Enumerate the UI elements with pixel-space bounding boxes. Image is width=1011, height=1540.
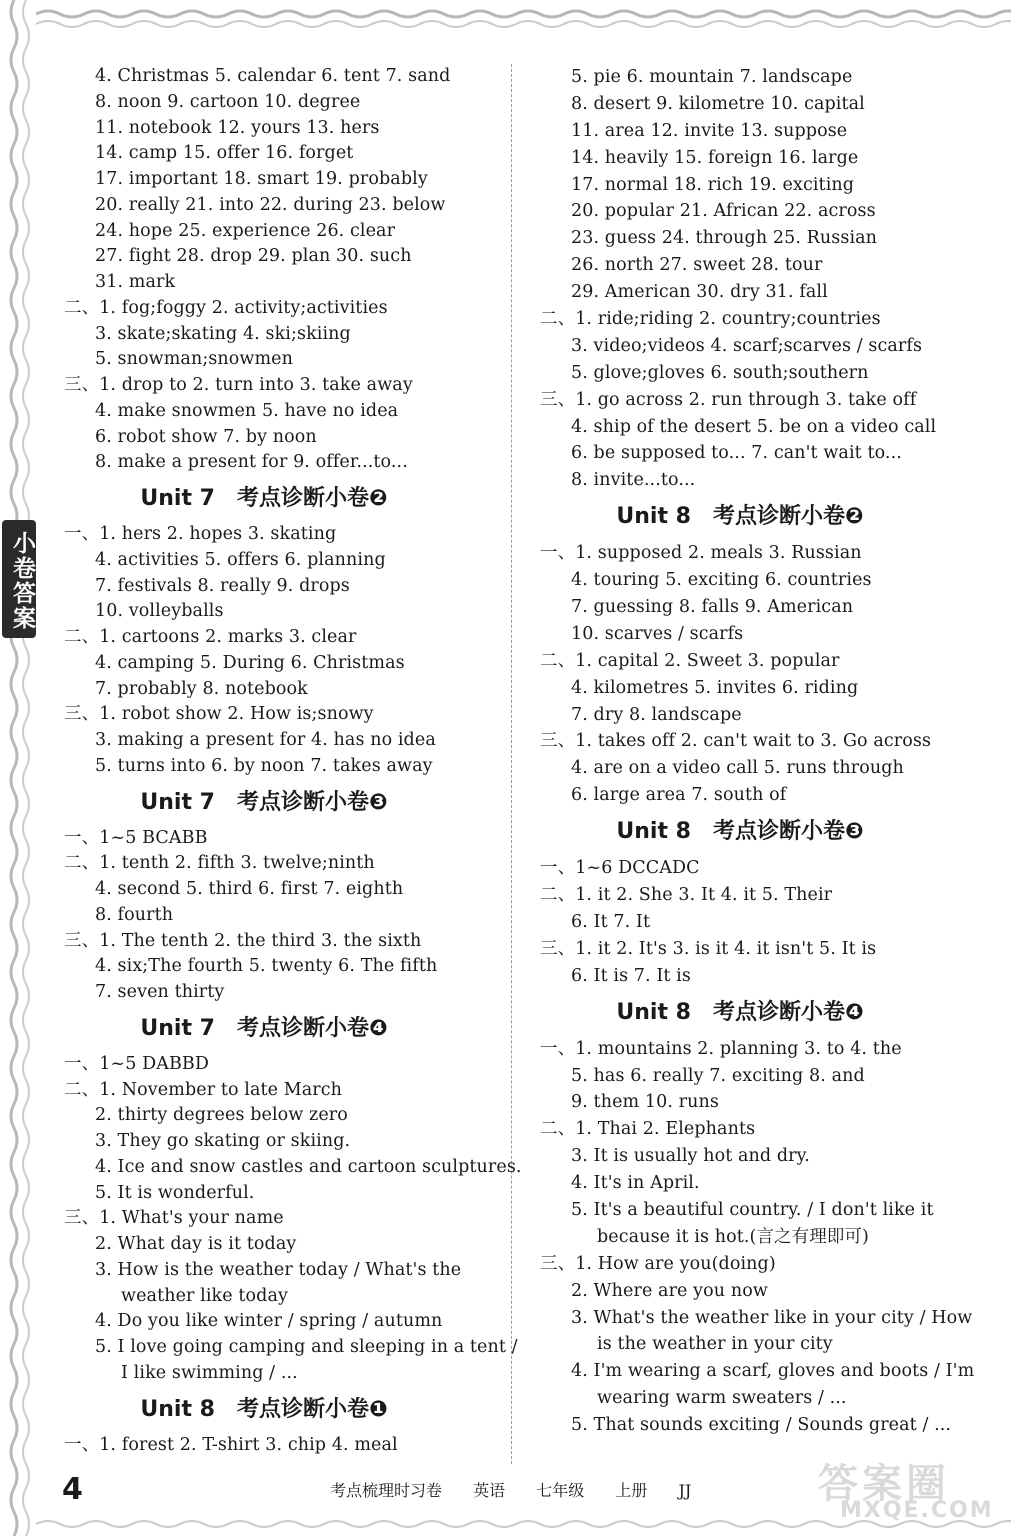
answer-line: 5. snowman;snowmen <box>95 349 294 370</box>
answer-line: 11. area 12. invite 13. suppose <box>571 120 848 141</box>
answer-line: 20. really 21. into 22. during 23. below <box>95 194 446 215</box>
site-watermark <box>818 1452 1008 1528</box>
watermark-url: MXQE.COM <box>840 1498 994 1523</box>
answer-line: 5. has 6. really 7. exciting 8. and <box>571 1065 865 1086</box>
answer-line: 17. normal 18. rich 19. exciting <box>571 174 855 195</box>
section-heading <box>64 1006 504 1052</box>
left-answer-column <box>64 64 522 1458</box>
answer-line: 三、1. takes off 2. can't wait to 3. Go across <box>540 731 932 752</box>
answer-line: 4. I'm wearing a scarf, gloves and boots / I'm <box>571 1361 975 1382</box>
heading-unit: Unit 8 <box>616 999 691 1025</box>
answer-line: 3. It is usually hot and dry. <box>571 1146 810 1167</box>
footer-book-info <box>330 1476 707 1506</box>
answer-line: 10. volleyballs <box>95 601 224 622</box>
heading-unit: Unit 8 <box>616 504 691 530</box>
answer-line: 27. fight 28. drop 29. plan 30. such <box>95 246 412 267</box>
answer-line: 8. make a present for 9. offer...to... <box>95 452 408 473</box>
section-heading <box>64 476 504 522</box>
answer-line: 3. How is the weather today / What's the <box>95 1259 462 1280</box>
answer-line: 7. guessing 8. falls 9. American <box>571 597 854 618</box>
answer-line: 3. What's the weather like in your city / How <box>571 1307 973 1328</box>
answer-line: 二、1. cartoons 2. marks 3. clear <box>64 627 357 647</box>
answer-section-tab: 小卷答案 <box>2 520 36 638</box>
answer-line: 17. important 18. smart 19. probably <box>95 169 428 189</box>
answer-line: weather like today <box>121 1285 288 1306</box>
answer-line: 7. probably 8. notebook <box>95 678 308 699</box>
answer-line: 三、1. go across 2. run through 3. take off <box>540 389 917 410</box>
answer-line: 11. notebook 12. yours 13. hers <box>95 117 380 138</box>
answer-line: 一、1~6 DCCADC <box>540 858 700 879</box>
answer-line: 4. second 5. third 6. first 7. eighth <box>95 879 404 899</box>
answer-line: is the weather in your city <box>597 1334 833 1355</box>
answer-line: 7. festivals 8. really 9. drops <box>95 575 350 596</box>
heading-unit: Unit 8 <box>140 1396 215 1422</box>
answer-line: 4. make snowmen 5. have no idea <box>95 400 399 421</box>
answer-line: 10. scarves / scarfs <box>571 623 744 644</box>
answer-line: 6. large area 7. south of <box>571 785 787 806</box>
answer-line: 一、1~5 DABBD <box>64 1053 210 1074</box>
section-heading <box>540 990 980 1036</box>
answer-line: 6. robot show 7. by noon <box>95 426 317 447</box>
answer-line: 一、1. mountains 2. planning 3. to 4. the <box>540 1038 902 1059</box>
heading-title: 考点诊断小卷❷ <box>236 486 388 511</box>
footer-edition: JJ <box>678 1481 692 1500</box>
answer-line: 5. That sounds exciting / Sounds great / ... <box>571 1415 952 1436</box>
heading-title: 考点诊断小卷❸ <box>712 819 864 845</box>
answer-line: 三、1. The tenth 2. the third 3. the sixth <box>64 930 422 951</box>
footer-book-title: 考点梳理时习卷 <box>330 1481 443 1500</box>
answer-line: 二、1. tenth 2. fifth 3. twelve;ninth <box>64 853 375 874</box>
answer-line: 8. invite...to... <box>571 470 696 491</box>
heading-unit: Unit 7 <box>140 1015 215 1041</box>
heading-title: 考点诊断小卷❹ <box>236 1015 388 1041</box>
footer-volume: 上册 <box>615 1481 648 1500</box>
answer-line: wearing warm sweaters / ... <box>597 1388 847 1409</box>
answer-line: 三、1. robot show 2. How is;snowy <box>64 704 374 725</box>
answer-line: 5. It's a beautiful country. / I don't like it <box>571 1199 934 1220</box>
answer-line: I like swimming / ... <box>121 1362 298 1383</box>
answer-line: 7. seven thirty <box>95 982 225 1002</box>
answer-line: 8. fourth <box>95 904 174 925</box>
footer-grade: 七年级 <box>536 1481 585 1500</box>
answer-line: 3. They go skating or skiing. <box>95 1131 351 1151</box>
answer-line: 5. I love going camping and sleeping in a tent / <box>95 1337 518 1357</box>
answer-line: 5. glove;gloves 6. south;southern <box>571 362 869 383</box>
answer-line: because it is hot.(言之有理即可) <box>597 1226 869 1247</box>
answer-line: 4. activities 5. offers 6. planning <box>95 549 386 570</box>
answer-line: 4. are on a video call 5. runs through <box>571 758 904 779</box>
answer-line: 4. It's in April. <box>571 1173 700 1194</box>
answer-line: 一、1~5 BCABB <box>64 827 208 848</box>
answer-line: 二、1. capital 2. Sweet 3. popular <box>540 650 840 671</box>
answer-line: 4. Do you like winter / spring / autumn <box>95 1311 443 1332</box>
answer-line: 4. kilometres 5. invites 6. riding <box>571 677 859 698</box>
answer-line: 4. Christmas 5. calendar 6. tent 7. sand <box>95 66 451 86</box>
answer-line: 4. ship of the desert 5. be on a video call <box>571 416 937 437</box>
answer-line: 5. turns into 6. by noon 7. takes away <box>95 755 433 776</box>
answer-line: 4. camping 5. During 6. Christmas <box>95 652 405 673</box>
answer-line: 二、1. fog;foggy 2. activity;activities <box>64 297 388 318</box>
section-heading <box>540 809 980 855</box>
answer-line: 14. heavily 15. foreign 16. large <box>571 147 859 168</box>
answer-line: 二、1. November to late March <box>64 1079 343 1100</box>
answer-line: 4. touring 5. exciting 6. countries <box>571 570 872 591</box>
heading-title: 考点诊断小卷❸ <box>236 789 388 815</box>
answer-line: 三、1. it 2. It's 3. is it 4. it isn't 5. It is <box>540 938 877 959</box>
answer-line: 14. camp 15. offer 16. forget <box>95 143 354 164</box>
right-answer-column <box>540 64 980 1439</box>
heading-unit: Unit 8 <box>616 819 691 845</box>
watermark-logo-text: 答案圈 <box>818 1461 950 1507</box>
answer-line: 一、1. hers 2. hopes 3. skating <box>64 524 337 544</box>
answer-line: 7. dry 8. landscape <box>571 704 742 725</box>
answer-line: 3. skate;skating 4. ski;skiing <box>95 323 351 344</box>
answer-line: 二、1. it 2. She 3. It 4. it 5. Their <box>540 885 833 906</box>
page-number: 4 <box>62 1472 83 1507</box>
answer-line: 8. desert 9. kilometre 10. capital <box>571 93 865 114</box>
heading-unit: Unit 7 <box>140 486 215 511</box>
answer-line: 5. pie 6. mountain 7. landscape <box>571 67 853 87</box>
heading-title: 考点诊断小卷❷ <box>712 504 864 530</box>
answer-line: 29. American 30. dry 31. fall <box>571 282 828 303</box>
answer-line: 2. What day is it today <box>95 1234 297 1254</box>
section-heading <box>540 494 980 540</box>
left-decorative-border <box>0 0 40 1536</box>
answer-line: 20. popular 21. African 22. across <box>571 201 876 222</box>
heading-title: 考点诊断小卷❹ <box>712 999 864 1025</box>
answer-line: 二、1. ride;riding 2. country;countries <box>540 309 881 330</box>
answer-line: 三、1. How are you(doing) <box>540 1253 776 1274</box>
answer-line: 6. It is 7. It is <box>571 965 691 986</box>
answer-line: 23. guess 24. through 25. Russian <box>571 228 878 249</box>
answer-line: 5. It is wonderful. <box>95 1182 255 1203</box>
answer-line: 6. be supposed to... 7. can't wait to... <box>571 443 902 464</box>
answer-line: 3. video;videos 4. scarf;scarves / scarfs <box>571 335 923 356</box>
heading-unit: Unit 7 <box>140 789 215 815</box>
answer-line: 三、1. What's your name <box>64 1208 284 1229</box>
answer-line: 8. noon 9. cartoon 10. degree <box>95 91 361 112</box>
answer-line: 4. Ice and snow castles and cartoon sculptures. <box>95 1156 522 1177</box>
answer-line: 24. hope 25. experience 26. clear <box>95 220 396 241</box>
answer-line: 6. It 7. It <box>571 911 651 932</box>
footer-subject: 英语 <box>473 1481 506 1500</box>
answer-line: 4. six;The fourth 5. twenty 6. The fifth <box>95 956 438 977</box>
answer-line: 一、1. forest 2. T-shirt 3. chip 4. meal <box>64 1434 398 1455</box>
answer-line: 2. Where are you now <box>571 1280 768 1301</box>
top-decorative-border <box>36 4 1011 48</box>
answer-line: 3. making a present for 4. has no idea <box>95 730 436 750</box>
answer-line: 2. thirty degrees below zero <box>95 1105 348 1126</box>
answer-line: 26. north 27. sweet 28. tour <box>571 255 823 276</box>
column-divider <box>511 64 512 1464</box>
heading-title: 考点诊断小卷❶ <box>236 1396 388 1422</box>
answer-line: 9. them 10. runs <box>571 1092 719 1113</box>
answer-line: 二、1. Thai 2. Elephants <box>540 1119 756 1140</box>
section-heading <box>64 780 504 826</box>
section-heading <box>64 1387 504 1433</box>
answer-line: 一、1. supposed 2. meals 3. Russian <box>540 543 862 564</box>
answer-line: 三、1. drop to 2. turn into 3. take away <box>64 375 413 395</box>
answer-line: 31. mark <box>95 272 176 292</box>
